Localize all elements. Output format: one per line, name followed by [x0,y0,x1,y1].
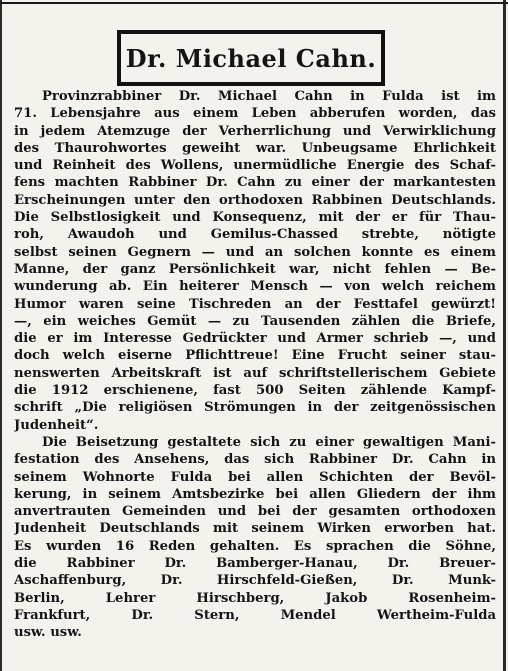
text-line: und Reinheit des Wollens, unermüdliche Energie des Schaf- [14,158,496,174]
paragraph [14,434,496,642]
text-line: Humor waren seine Tischreden an der Festtafel gewürzt! [14,296,496,312]
article-title: Dr. Michael Cahn. [125,43,377,73]
text-line: kerung, in seinem Amtsbezirke bei allen Gliedern der ihm [14,486,496,502]
top-rule [0,2,508,4]
text-line: nenswerten Arbeitskraft ist auf schriftstellerischem Gebiete [14,365,496,381]
page-left-edge [0,0,2,671]
text-line: Es wurden 16 Reden gehalten. Es sprachen die Söhne, [14,538,496,554]
text-line: doch welch eiserne Pflichttreue! Eine Frucht seiner stau- [14,348,496,364]
text-line: Die Beisetzung gestaltete sich zu einer gewaltigen Mani- [42,434,496,450]
text-line: festation des Ansehens, das sich Rabbiner Dr. Cahn in [14,452,496,468]
text-line: die 1912 erschienene, fast 500 Seiten zählende Kampf- [14,383,496,399]
text-line: Judenheit“. [14,417,99,433]
text-line: Erscheinungen unter den orthodoxen Rabbinen Deutschlands. [14,192,496,208]
text-line: fens machten Rabbiner Dr. Cahn zu einer der markantesten [14,175,496,191]
text-line: schrift „Die religiösen Strömungen in der zeitgenössischen [14,400,496,416]
title-box [117,30,385,86]
text-line: Manne, der ganz Persönlichkeit war, nicht fehlen — Be- [14,261,496,277]
text-line: Die Selbstlosigkeit und Konsequenz, mit der er für Thau- [14,210,496,226]
text-line: —, ein weiches Gemüt — zu Tausenden zählen die Briefe, [14,313,496,329]
text-line: Judenheit Deutschlands mit seinem Wirken erworben hat. [14,521,496,537]
text-line: wunderung ab. Ein heiterer Mensch — von welch reichem [14,279,496,295]
text-line: 71. Lebensjahre aus einem Leben abberufen worden, das [14,106,496,122]
text-line: des Thaurohwortes geweiht war. Unbeugsame Ehrlichkeit [14,140,496,156]
article-body [14,88,496,642]
text-line: die Rabbiner Dr. Bamberger-Hanau, Dr. Breuer- [14,556,496,572]
text-line: Aschaffenburg, Dr. Hirschfeld-Gießen, Dr. Munk- [14,573,496,589]
text-line: usw. usw. [14,625,82,641]
text-line: Berlin, Lehrer Hirschberg, Jakob Rosenheim- [14,590,496,606]
text-line: seinem Wohnorte Fulda bei allen Schichten der Bevöl- [14,469,496,485]
text-line: anvertrauten Gemeinden und bei der gesamten orthodoxen [14,504,496,520]
text-line: die er im Interesse Gedrückter und Armer schrieb —, und [14,331,496,347]
text-line: selbst seinen Gegnern — und an solchen konnte es einem [14,244,496,260]
page-right-edge [503,0,506,671]
text-line: Frankfurt, Dr. Stern, Mendel Wertheim-Fulda [14,607,496,623]
text-line: in jedem Atemzuge der Verherrlichung und Verwirklichung [14,123,496,139]
text-line: Provinzrabbiner Dr. Michael Cahn in Fulda ist im [42,89,496,104]
text-line: roh, Awaudoh und Gemilus-Chassed strebte, nötigte [14,227,496,243]
paragraph [14,88,496,434]
